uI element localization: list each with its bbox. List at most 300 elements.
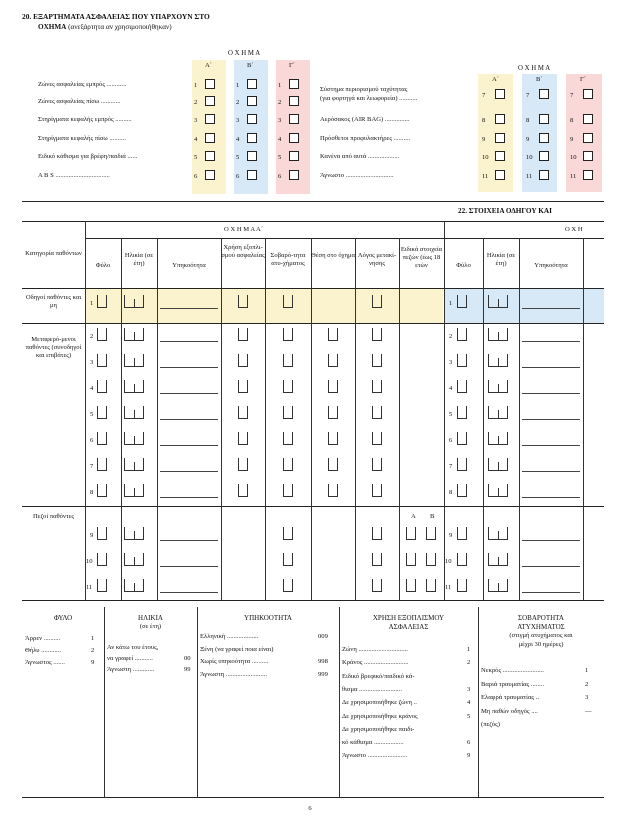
legend-item-label: Χωρίς υπηκοότητα .......... [200, 658, 269, 665]
legend-item-code: 2 [585, 680, 589, 688]
sex-field[interactable] [97, 579, 107, 592]
section20-title2: ΟΧΗΜΑ [38, 23, 67, 31]
column-line [399, 238, 400, 600]
checkbox[interactable] [583, 170, 593, 180]
sex-field[interactable] [97, 527, 107, 540]
reason-field[interactable] [372, 484, 382, 497]
row-number: 8 [449, 489, 453, 496]
ped-a-label: A [411, 513, 416, 520]
item-number: 3 [236, 117, 240, 124]
legend-item-code: 999 [318, 670, 328, 678]
age-field[interactable] [124, 328, 144, 341]
row-number: 11 [445, 584, 452, 591]
legend-safety-title2: ΑΣΦΑΛΕΙΑΣ [388, 623, 429, 631]
citizenship-field[interactable] [160, 592, 218, 593]
item-number: 9 [526, 136, 530, 143]
age-field[interactable] [124, 527, 144, 540]
safety-item-label: Ειδικό κάθισμα για βρέφη/παιδιά ...... [38, 153, 138, 160]
severity-field[interactable] [283, 328, 293, 341]
legend-item-label: Θήλυ ............ [25, 647, 61, 654]
legend-item-code: 9 [91, 659, 95, 666]
item-number: 2 [194, 99, 198, 106]
header-citizenship: Υπηκοότητα [172, 262, 206, 269]
header-reason: Λόγος μετακί-νησης [357, 252, 397, 268]
vehicle-header-line [85, 238, 604, 239]
age-field[interactable] [488, 380, 508, 393]
sex-field[interactable] [97, 354, 107, 367]
column-line [265, 238, 266, 600]
citizenship-field[interactable] [160, 540, 218, 541]
checkbox[interactable] [495, 89, 505, 99]
column-line [355, 238, 356, 600]
position-field[interactable] [328, 458, 338, 471]
legend-item-code: 1 [467, 646, 471, 653]
column-line [85, 238, 86, 600]
checkbox[interactable] [539, 114, 549, 124]
age-field[interactable] [488, 553, 508, 566]
item-number: 6 [236, 173, 240, 180]
row-number: 7 [449, 463, 453, 470]
legend-divider-2 [197, 607, 198, 797]
item-number: 4 [278, 136, 282, 143]
severity-field[interactable] [283, 458, 293, 471]
legend-item-label: κό κάθισμα .................. [342, 739, 404, 747]
checkbox[interactable] [539, 170, 549, 180]
sex-field[interactable] [457, 432, 467, 445]
item-number: 5 [194, 154, 198, 161]
checkbox[interactable] [539, 133, 549, 143]
sex-field[interactable] [457, 406, 467, 419]
severity-field[interactable] [283, 432, 293, 445]
checkbox[interactable] [289, 114, 299, 124]
age-field[interactable] [124, 354, 144, 367]
legend-age-title: ΗΛΙΚΙΑ [138, 614, 163, 622]
checkbox[interactable] [205, 170, 215, 180]
position-field[interactable] [328, 328, 338, 341]
sex-field[interactable] [457, 527, 467, 540]
ped-a-field[interactable] [406, 579, 416, 592]
row-number: 1 [90, 300, 94, 307]
legend-item-label: Άγνωστος ....... [25, 659, 65, 666]
checkbox[interactable] [205, 96, 215, 106]
citizenship-field[interactable] [522, 419, 580, 420]
citizenship-field[interactable] [160, 308, 218, 309]
header-sex: Φύλο [95, 262, 111, 269]
legend-item-code: 5 [467, 712, 471, 720]
legend-item-code: 2 [467, 659, 471, 667]
legend-item-label: Άγνωστη ............. [107, 666, 155, 673]
position-field[interactable] [328, 406, 338, 419]
checkbox[interactable] [495, 133, 505, 143]
row-number: 7 [90, 463, 94, 470]
row-number: 3 [449, 359, 453, 366]
legend-item-label: Κράνος ........................... [342, 659, 409, 667]
col-c-label-right: Γ΄ [580, 76, 587, 83]
sex-field[interactable] [457, 484, 467, 497]
row-number: 10 [86, 558, 93, 565]
reason-field[interactable] [372, 432, 382, 445]
column-line [519, 238, 520, 600]
item-number: 7 [526, 92, 530, 99]
sex-field[interactable] [97, 328, 107, 341]
page-number: 6 [308, 805, 312, 812]
ped-b-field[interactable] [426, 579, 436, 592]
checkbox[interactable] [289, 170, 299, 180]
section-divider [22, 201, 604, 202]
table-top-line [22, 221, 604, 222]
legend-bottom-line [22, 797, 604, 798]
item-number: 3 [194, 117, 198, 124]
legend-sex-title: ΦΥΛΟ [53, 614, 73, 622]
sex-field[interactable] [97, 484, 107, 497]
position-field[interactable] [328, 484, 338, 497]
legend-item-code: 9 [467, 752, 471, 760]
item-number: 10 [482, 154, 489, 161]
checkbox[interactable] [205, 79, 215, 89]
age-field[interactable] [488, 579, 508, 592]
item-number: 8 [570, 117, 574, 124]
item-number: 2 [278, 99, 282, 106]
column-line [444, 238, 445, 600]
severity-field[interactable] [283, 579, 293, 592]
legend-item-label: Ξένη (να γραφεί ποια είναι) [200, 645, 274, 653]
severity-field[interactable] [283, 527, 293, 540]
safety-item-label: Στηρίγματα κεφαλής εμπρός .......... [38, 116, 132, 123]
legend-item-code: 3 [585, 694, 589, 701]
reason-field[interactable] [372, 527, 382, 540]
row-number: 6 [90, 437, 94, 444]
legend-severity-title2: ΑΤΥΧΗΜΑΤΟΣ [517, 623, 565, 631]
sex-field[interactable] [457, 354, 467, 367]
reason-field[interactable] [372, 458, 382, 471]
legend-item-label: Άρρεν .......... [25, 635, 61, 642]
sex-field[interactable] [457, 553, 467, 566]
citizenship-field[interactable] [522, 497, 580, 498]
reason-field[interactable] [372, 295, 382, 308]
safety-item-label: Α Β S ................................. [38, 172, 110, 179]
header-age-next: Ηλικία (σε έτη) [486, 252, 516, 268]
checkbox[interactable] [583, 151, 593, 161]
sex-field[interactable] [97, 380, 107, 393]
header-safety: Χρήση εξοπλι-σμού ασφαλείας [221, 244, 265, 260]
checkbox[interactable] [583, 133, 593, 143]
checkbox[interactable] [205, 114, 215, 124]
item-number: 6 [194, 173, 198, 180]
section22-title: 22. ΣΤΟΙΧΕΙΑ ΟΔΗΓΟΥ ΚΑΙ [458, 207, 552, 215]
citizenship-field[interactable] [522, 393, 580, 394]
legend-item-label: Ελαφρά τραυματίας .. [481, 694, 539, 701]
safety-field[interactable] [238, 484, 248, 497]
checkbox[interactable] [495, 114, 505, 124]
ped-a-field[interactable] [406, 527, 416, 540]
sex-field[interactable] [97, 432, 107, 445]
legend-item-label: Ζώνη .............................. [342, 646, 408, 653]
reason-field[interactable] [372, 579, 382, 592]
item-number: 4 [194, 136, 198, 143]
safety-item-label: Κανένα από αυτά ................... [320, 153, 400, 160]
safety-item-label: Αερόσακος (AIR BAG) ............... [320, 116, 410, 123]
legend-item-label: Δε χρησιμοποιήθηκε ζώνη .. [342, 699, 417, 707]
legend-item-code: 99 [184, 666, 191, 673]
item-number: 10 [526, 154, 533, 161]
col-b-label: Β΄ [247, 62, 254, 69]
item-number: 1 [278, 82, 282, 89]
age-field[interactable] [488, 458, 508, 471]
checkbox[interactable] [289, 151, 299, 161]
citizenship-field[interactable] [522, 367, 580, 368]
vehicle-header-right: Ο Χ Η Μ Α [518, 65, 551, 72]
legend-item-code: 009 [318, 633, 328, 640]
legend-item-label: Αν κάτω του έτους, [107, 644, 159, 651]
reason-field[interactable] [372, 354, 382, 367]
section20-title: 20. ΕΞΑΡΤΗΜΑΤΑ ΑΣΦΑΛΕΙΑΣ ΠΟΥ ΥΠΑΡΧΟΥΝ ΣΤΟ [22, 12, 210, 21]
header-age: Ηλικία (σε έτη) [124, 252, 154, 268]
age-field[interactable] [124, 380, 144, 393]
legend-item-label: Δε χρησιμοποιήθηκε κράνος [342, 712, 418, 720]
legend-item-code: 6 [467, 739, 471, 747]
column-line [85, 221, 86, 238]
legend-age-sub: (σε έτη) [139, 623, 162, 630]
item-number: 9 [570, 136, 574, 143]
age-field[interactable] [488, 527, 508, 540]
col-b-label-right: Β΄ [536, 76, 543, 83]
legend-severity-sub: (στιγμή ατυχήματος και [509, 632, 573, 639]
table-bottom-line [22, 600, 604, 601]
row-number: 4 [90, 385, 94, 392]
checkbox[interactable] [247, 114, 257, 124]
age-field[interactable] [124, 553, 144, 566]
column-line [311, 238, 312, 600]
checkbox[interactable] [495, 151, 505, 161]
legend-item-label: θισμα .......................... [342, 685, 402, 693]
safety-field[interactable] [238, 328, 248, 341]
sex-field[interactable] [457, 328, 467, 341]
citizenship-field[interactable] [522, 592, 580, 593]
section20-subtitle-line [38, 24, 172, 31]
category-pedestrians: Πεζοί παθόντες [33, 513, 74, 520]
item-number: 6 [278, 173, 282, 180]
legend-divider-3 [339, 607, 340, 797]
checkbox[interactable] [583, 89, 593, 99]
sex-field[interactable] [97, 458, 107, 471]
row-number: 2 [449, 333, 453, 340]
age-field[interactable] [124, 295, 144, 308]
item-number: 1 [236, 82, 240, 89]
safety-item-label: Ζώνες ασφαλείας εμπρός ............ [38, 81, 127, 88]
legend-item-code: — [585, 707, 592, 715]
citizenship-field[interactable] [160, 497, 218, 498]
row-number: 11 [86, 584, 93, 591]
header-position: Θέση στο όχημα [311, 252, 355, 259]
vehicle-a-header: Ο Χ Η Μ Α Α΄ [224, 226, 264, 233]
age-field[interactable] [124, 484, 144, 497]
ped-b-field[interactable] [426, 553, 436, 566]
legend-item-label: Ελληνική ................... [200, 633, 259, 640]
legend-item-label: να γραφεί ........... [107, 655, 153, 662]
citizenship-field[interactable] [522, 471, 580, 472]
item-number: 11 [570, 173, 577, 180]
legend-item-code: 00 [184, 655, 191, 662]
col-c-label: Γ΄ [289, 62, 296, 69]
ped-a-field[interactable] [406, 553, 416, 566]
item-number: 9 [482, 136, 486, 143]
row-number: 4 [449, 385, 453, 392]
legend-item-code: 3 [467, 685, 471, 693]
legend-safety-title: ΧΡΗΣΗ ΕΞΟΠΛΙΣΜΟΥ [372, 614, 445, 622]
age-field[interactable] [488, 432, 508, 445]
row-number: 6 [449, 437, 453, 444]
safety-field[interactable] [238, 295, 248, 308]
age-field[interactable] [124, 406, 144, 419]
col-a-label: Α΄ [205, 62, 212, 69]
vehicle-header-left: Ο Χ Η Μ Α [228, 50, 261, 57]
sex-field[interactable] [457, 380, 467, 393]
severity-field[interactable] [283, 484, 293, 497]
age-field[interactable] [488, 484, 508, 497]
sex-field[interactable] [97, 295, 107, 308]
age-field[interactable] [488, 354, 508, 367]
severity-field[interactable] [283, 406, 293, 419]
item-number: 10 [570, 154, 577, 161]
row-number: 5 [449, 411, 453, 418]
row-number: 10 [445, 558, 452, 565]
reason-field[interactable] [372, 406, 382, 419]
reason-field[interactable] [372, 380, 382, 393]
severity-field[interactable] [283, 553, 293, 566]
checkbox[interactable] [495, 170, 505, 180]
checkbox[interactable] [583, 114, 593, 124]
checkbox[interactable] [289, 96, 299, 106]
column-line [221, 238, 222, 600]
checkbox[interactable] [247, 96, 257, 106]
checkbox[interactable] [289, 79, 299, 89]
age-field[interactable] [488, 295, 508, 308]
item-number: 5 [236, 154, 240, 161]
column-line [157, 238, 158, 600]
citizenship-field[interactable] [522, 445, 580, 446]
severity-field[interactable] [283, 380, 293, 393]
citizenship-field[interactable] [160, 445, 218, 446]
legend-item-code: 4 [467, 699, 471, 707]
item-number: 4 [236, 136, 240, 143]
legend-item-code: 1 [91, 635, 95, 642]
sex-field[interactable] [97, 406, 107, 419]
safety-item-label: Ζώνες ασφαλείας πίσω ............ [38, 98, 121, 105]
vehicle-next-header: Ο Χ Η [565, 226, 583, 233]
header-category: Κατηγορία παθόντων [25, 250, 82, 257]
severity-field[interactable] [283, 354, 293, 367]
citizenship-field[interactable] [160, 471, 218, 472]
checkbox[interactable] [539, 151, 549, 161]
safety-field[interactable] [238, 406, 248, 419]
column-line [121, 238, 122, 600]
severity-field[interactable] [283, 295, 293, 308]
position-field[interactable] [328, 354, 338, 367]
citizenship-field[interactable] [522, 341, 580, 342]
legend-item-code: 1 [585, 667, 589, 674]
sex-field[interactable] [457, 295, 467, 308]
legend-item-label: Ειδικό βρεφικό/παιδικό κά- [342, 672, 415, 680]
safety-field[interactable] [238, 458, 248, 471]
citizenship-field[interactable] [160, 367, 218, 368]
ped-b-field[interactable] [426, 527, 436, 540]
position-field[interactable] [328, 380, 338, 393]
section20-subtitle: (ανεξάρτητα αν χρησιμοποιήθηκαν) [68, 23, 172, 31]
sex-field[interactable] [457, 579, 467, 592]
age-field[interactable] [124, 458, 144, 471]
citizenship-field[interactable] [522, 540, 580, 541]
row-number: 2 [90, 333, 94, 340]
citizenship-field[interactable] [522, 566, 580, 567]
checkbox[interactable] [289, 133, 299, 143]
citizenship-field[interactable] [160, 566, 218, 567]
col-a-label-right: Α΄ [492, 76, 499, 83]
legend-item-label: Βαριά τραυματίας ........ [481, 680, 544, 688]
column-line [444, 221, 445, 238]
legend-citizenship-title: ΥΠΗΚΟΟΤΗΤΑ [244, 614, 292, 622]
sex-field[interactable] [97, 553, 107, 566]
age-field[interactable] [488, 328, 508, 341]
safety-item-label: Στηρίγματα κεφαλής πίσω .......... [38, 135, 126, 142]
category-passengers: Μεταφερό-μενοι παθόντες (συνοδηγοί και επιβάτες) [25, 336, 82, 359]
checkbox[interactable] [247, 170, 257, 180]
citizenship-field[interactable] [522, 308, 580, 309]
drivers-row-bg-next [444, 289, 604, 323]
citizenship-field[interactable] [160, 393, 218, 394]
passengers-bottom-line [22, 506, 604, 507]
checkbox[interactable] [247, 79, 257, 89]
safety-field[interactable] [238, 354, 248, 367]
citizenship-field[interactable] [160, 419, 218, 420]
checkbox[interactable] [539, 89, 549, 99]
age-field[interactable] [124, 579, 144, 592]
legend-item-label: Άγνωστο ........................ [342, 752, 408, 760]
safety-item-label: Σύστημα περιορισμού ταχύτητας [320, 86, 408, 93]
column-line [483, 238, 484, 600]
reason-field[interactable] [372, 328, 382, 341]
item-number: 7 [482, 92, 486, 99]
citizenship-field[interactable] [160, 341, 218, 342]
header-sex-next: Φύλο [456, 262, 471, 269]
reason-field[interactable] [372, 553, 382, 566]
safety-field[interactable] [238, 380, 248, 393]
checkbox[interactable] [247, 133, 257, 143]
safety-field[interactable] [238, 432, 248, 445]
item-number: 8 [526, 117, 530, 124]
legend-severity-sub2: μέχρι 30 ημέρες) [518, 641, 564, 648]
age-field[interactable] [124, 432, 144, 445]
checkbox[interactable] [205, 133, 215, 143]
legend-item-label: Νεκρός ......................... [481, 667, 544, 674]
safety-item-label: Άγνωστο ............................. [320, 172, 394, 179]
item-number: 11 [526, 173, 533, 180]
header-special: Ειδικά στοιχεία πεζών (έως 18 ετών [400, 246, 443, 270]
row-number: 5 [90, 411, 94, 418]
age-field[interactable] [488, 406, 508, 419]
item-number: 7 [570, 92, 574, 99]
checkbox[interactable] [205, 151, 215, 161]
safety-item-label-2: (για φορτηγά και λεωφορεία) ........... [320, 95, 418, 102]
ped-b-label: B [430, 513, 435, 520]
legend-divider-1 [104, 607, 105, 797]
legend-item-label: Δε χρησιμοποιήθηκε παιδι- [342, 725, 415, 733]
position-field[interactable] [328, 432, 338, 445]
category-drivers: Οδηγοί παθόντες και μη [25, 294, 82, 309]
checkbox[interactable] [247, 151, 257, 161]
safety-item-label: Πρόσθετοι προφυλακτήρες .......... [320, 135, 411, 142]
sex-field[interactable] [457, 458, 467, 471]
row-number: 3 [90, 359, 94, 366]
